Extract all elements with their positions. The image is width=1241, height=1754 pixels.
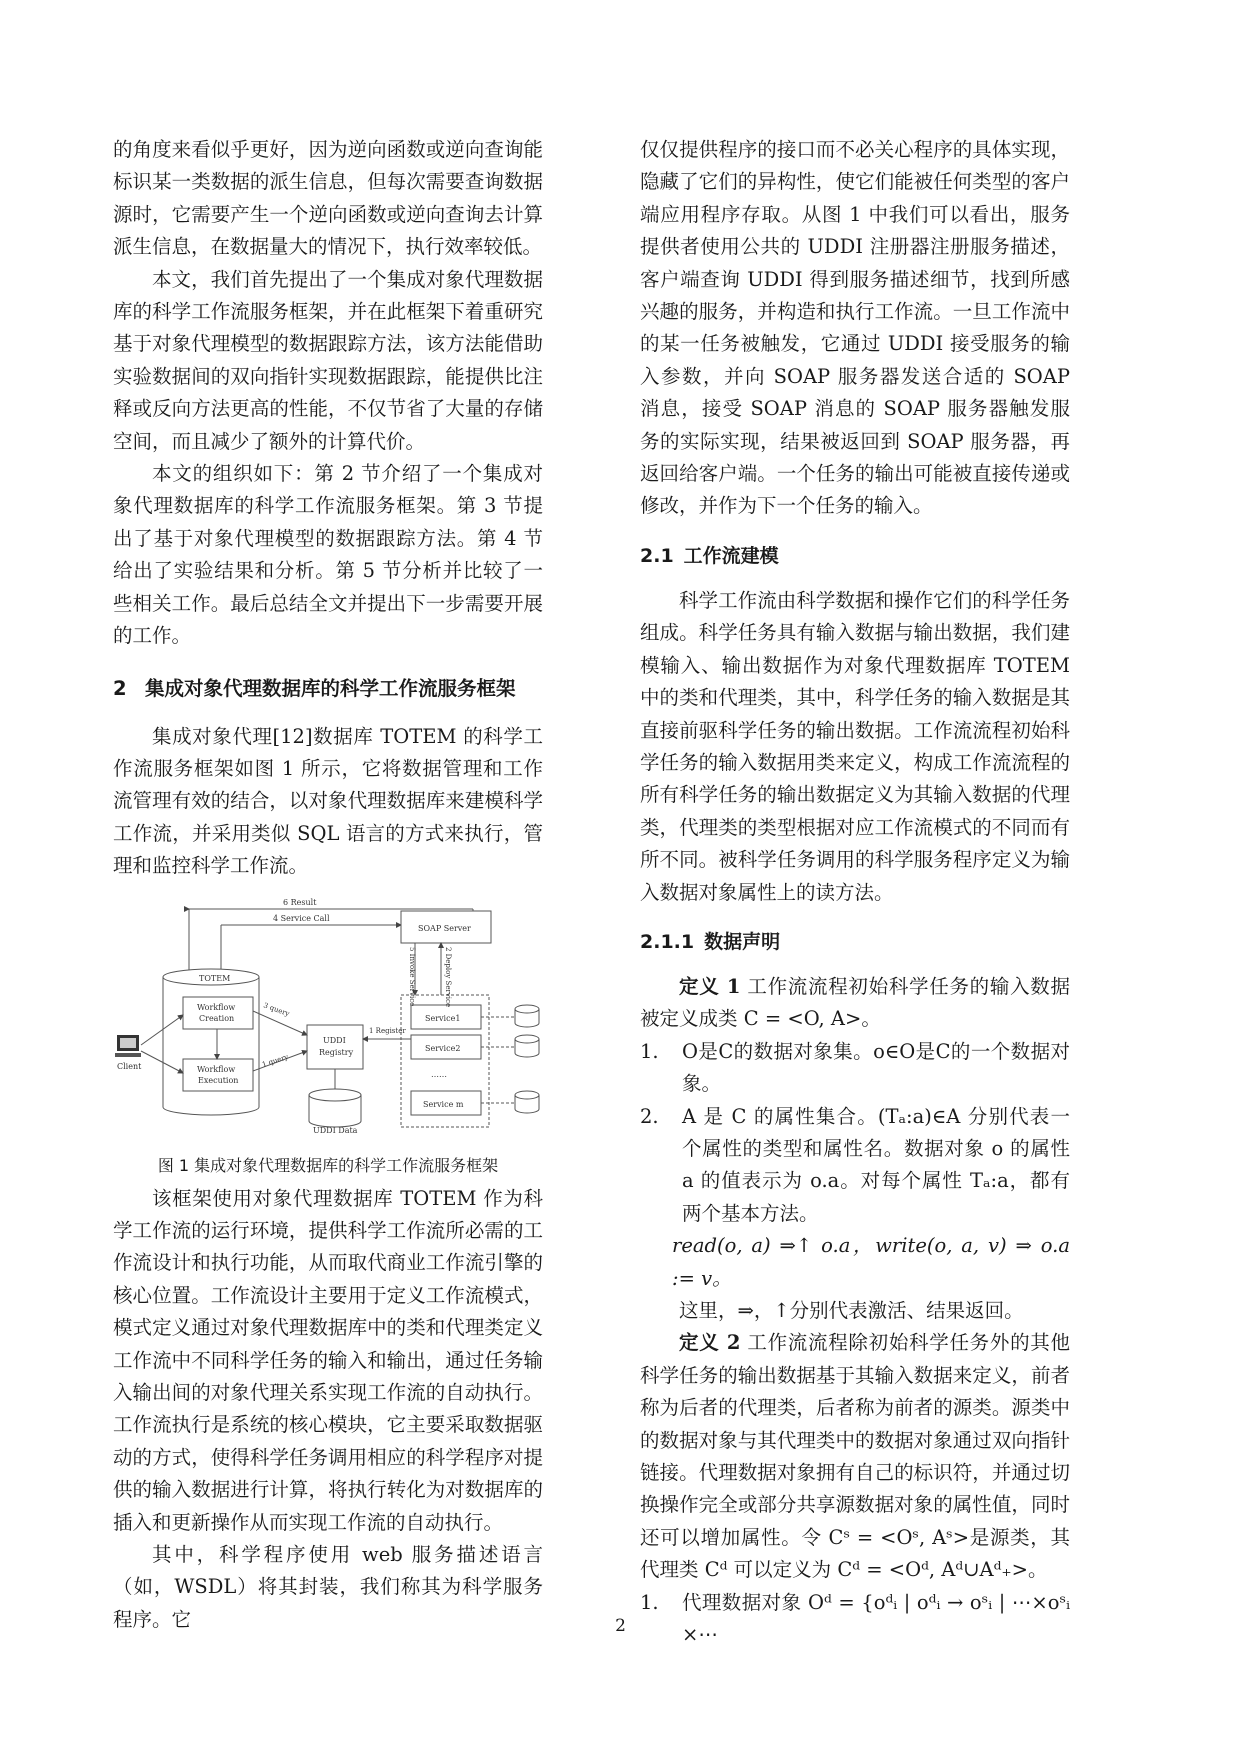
fig-label: 4 Service Call [273, 913, 330, 923]
fig-label: Execution [198, 1075, 239, 1085]
fig-label: Service1 [425, 1013, 461, 1023]
definition-2 [640, 1327, 1070, 1586]
definition-text: 工作流流程初始科学任务的输入数据被定义成类 C = <O, A>。 [640, 974, 1070, 1031]
list-number: 1. [640, 1590, 659, 1614]
list-text: O是C的数据对象集。o∈O是C的一个数据对象。 [682, 1039, 1070, 1096]
workflow-execution-box [183, 1059, 253, 1091]
paragraph: 集成对象代理[12]数据库 TOTEM 的科学工作流服务框架如图 1 所示，它将数据管理和工作流管理有效的结合，以对象代理数据库来建模科学工作流，并采用类似 SQL 语言的方式来执行，管理和监控科学工作流。 [113, 724, 543, 878]
fig-label: UDDI Data [313, 1125, 358, 1135]
fig-label: 5 Invoke Service [408, 946, 416, 1006]
page-number: 2 [615, 1616, 626, 1636]
fig-label: 1 query [261, 1052, 290, 1069]
framework-diagram [113, 895, 543, 1153]
fig-label: TOTEM [199, 973, 231, 983]
paragraph: 科学工作流由科学数据和操作它们的科学任务组成。科学任务具有输入数据与输出数据，我们建模输入、输出数据作为对象代理数据库 TOTEM 中的类和代理类，其中，科学任务的输入数据是其直接前驱科学任务的输出数据。工作流流程初始科学任务的输入数据用类来定义，构成工作流流程的所有科学任务的输出数据定义为其输入数据的代理类，代理类的类型根据对应工作流模式的不同而有所不同。被科学任务调用的科学服务程序定义为输入数据对象属性上的读方法。 [640, 588, 1070, 904]
paragraph: 本文的组织如下：第 2 节介绍了一个集成对象代理数据库的科学工作流服务框架。第 3 节提出了基于对象代理模型的数据跟踪方法。第 4 节给出了实验结果和分析。第 5 节分析并比较了一些相关工作。最后总结全文并提出下一步需要开展的工作。 [113, 462, 543, 648]
fig-label: Creation [199, 1013, 235, 1023]
fig-label: 6 Result [283, 897, 317, 907]
fig-label: UDDI [323, 1035, 346, 1045]
fig-label: Service m [423, 1099, 464, 1109]
section-title: 数据声明 [704, 930, 781, 953]
list-number: 1. [640, 1039, 659, 1063]
paragraph: 仅仅提供程序的接口而不必关心程序的具体实现，隐藏了它们的异构性，使它们能被任何类型的客户端应用程序存取。从图 1 中我们可以看出，服务提供者使用公共的 UDDI 注册器注册服务描述，客户端查询 UDDI 得到服务描述细节，找到所感兴趣的服务，并构造和执行工作流。一旦工作流中的某一任务被触发，它通过 UDDI 接受服务的输入参数，并向 SOAP 服务器发送合适的 SOAP 消息，接受 SOAP 消息的 SOAP 服务器触发服务的实际实现，结果被返回到 SOAP 服务器，再返回给客户端。一个任务的输出可能被直接传递或修改，并作为下一个任务的输入。 [640, 138, 1070, 518]
paragraph: 本文，我们首先提出了一个集成对象代理数据库的科学工作流服务框架，并在此框架下着重研究基于对象代理模型的数据跟踪方法，该方法能借助实验数据间的双向指针实现数据跟踪，能提供比注释或反向方法更高的性能，不仅节省了大量的存储空间，而且减少了额外的计算代价。 [113, 267, 543, 453]
fig-label: SOAP Server [418, 923, 471, 933]
list-number: 2. [640, 1104, 659, 1128]
paragraph: 其中，科学程序使用 web 服务描述语言（如，WSDL）将其封装，我们称其为科学服务程序。它 [113, 1543, 543, 1631]
fig-label: Workflow [197, 1064, 236, 1074]
section-number: 2.1.1 [640, 930, 695, 953]
definition-text: 工作流流程除初始科学任务外的其他科学任务的输出数据基于其输入数据来定义，前者称为后者的代理类，后者称为前者的源类。源类中的数据对象与其代理类中的数据对象通过双向指针链接。代理数据对象拥有自己的标识符，并通过切换操作完全或部分共享源数据对象的属性值，同时还可以增加属性。令 Cˢ = <Oˢ, Aˢ>是源类，其代理类 Cᵈ 可以定义为 Cᵈ = <Oᵈ, Aᵈ∪Aᵈ₊>。 [640, 1331, 1070, 1582]
section-title: 集成对象代理数据库的科学工作流服务框架 [145, 676, 516, 700]
paragraph: 这里，⇒，↑分别代表激活、结果返回。 [679, 1299, 1024, 1322]
list-item [640, 1101, 1070, 1231]
fig-label: 2 Deploy Service [444, 946, 452, 1007]
workflow-creation-box [183, 997, 253, 1029]
left-column [113, 134, 543, 1636]
paragraph: 该框架使用对象代理数据库 TOTEM 作为科学工作流的运行环境，提供科学工作流所必需的工作流设计和执行功能，从而取代商业工作流引擎的核心位置。工作流设计主要用于定义工作流模式，模式定义通过对象代理数据库中的类和代理类定义工作流中不同科学任务的输入和输出，通过任务输入输出间的对象代理关系实现工作流的自动执行。工作流执行是系统的核心模块，它主要采取数据驱动的方式，使得科学任务调用相应的科学程序对提供的输入数据进行计算，将执行转化为对数据库的插入和更新操作从而实现工作流的自动执行。 [113, 1186, 543, 1534]
list-text: 代理数据对象 Oᵈ = {oᵈᵢ | oᵈᵢ → oˢᵢ | ⋯×oˢᵢ ×⋯ [682, 1590, 1070, 1647]
section-number: 2.1 [640, 544, 674, 567]
definition-label: 定义 1 [679, 974, 741, 998]
fig-label: …… [431, 1069, 447, 1079]
section-number: 2 [113, 676, 127, 700]
section-heading [113, 673, 543, 705]
fig-label: Service2 [425, 1043, 461, 1053]
fig-label: Registry [319, 1047, 354, 1057]
right-column [640, 134, 1070, 1651]
figure-1 [113, 895, 543, 1153]
definition-label: 定义 2 [679, 1331, 741, 1355]
formula: read(o, a) ⇒↑ o.a，write(o, a, v) ⇒ o.a := v。 [672, 1234, 1070, 1290]
list-text: A 是 C 的属性集合。(Tₐ:a)∈A 分别代表一个属性的类型和属性名。数据对象 o 的属性 a 的值表示为 o.a。对每个属性 Tₐ:a，都有两个基本方法。 [682, 1104, 1070, 1225]
database-icons [481, 1005, 539, 1113]
fig-label: Client [117, 1061, 142, 1071]
figure-caption: 图 1 集成对象代理数据库的科学工作流服务框架 [157, 1155, 499, 1175]
client-computer-icon [115, 1035, 141, 1057]
section-heading [640, 541, 1070, 571]
section-title: 工作流建模 [683, 544, 779, 567]
subsection-heading [640, 927, 1070, 957]
fig-label: 1 Register [369, 1026, 406, 1035]
fig-label: Workflow [197, 1002, 236, 1012]
paragraph: 的角度来看似乎更好，因为逆向函数或逆向查询能标识某一类数据的派生信息，但每次需要查询数据源时，它需要产生一个逆向函数或逆向查询去计算派生信息，在数据量大的情况下，执行效率较低。 [113, 138, 543, 259]
fig-label: 3 query [262, 1000, 291, 1018]
definition-1 [640, 971, 1070, 1036]
list-item [640, 1036, 1070, 1101]
